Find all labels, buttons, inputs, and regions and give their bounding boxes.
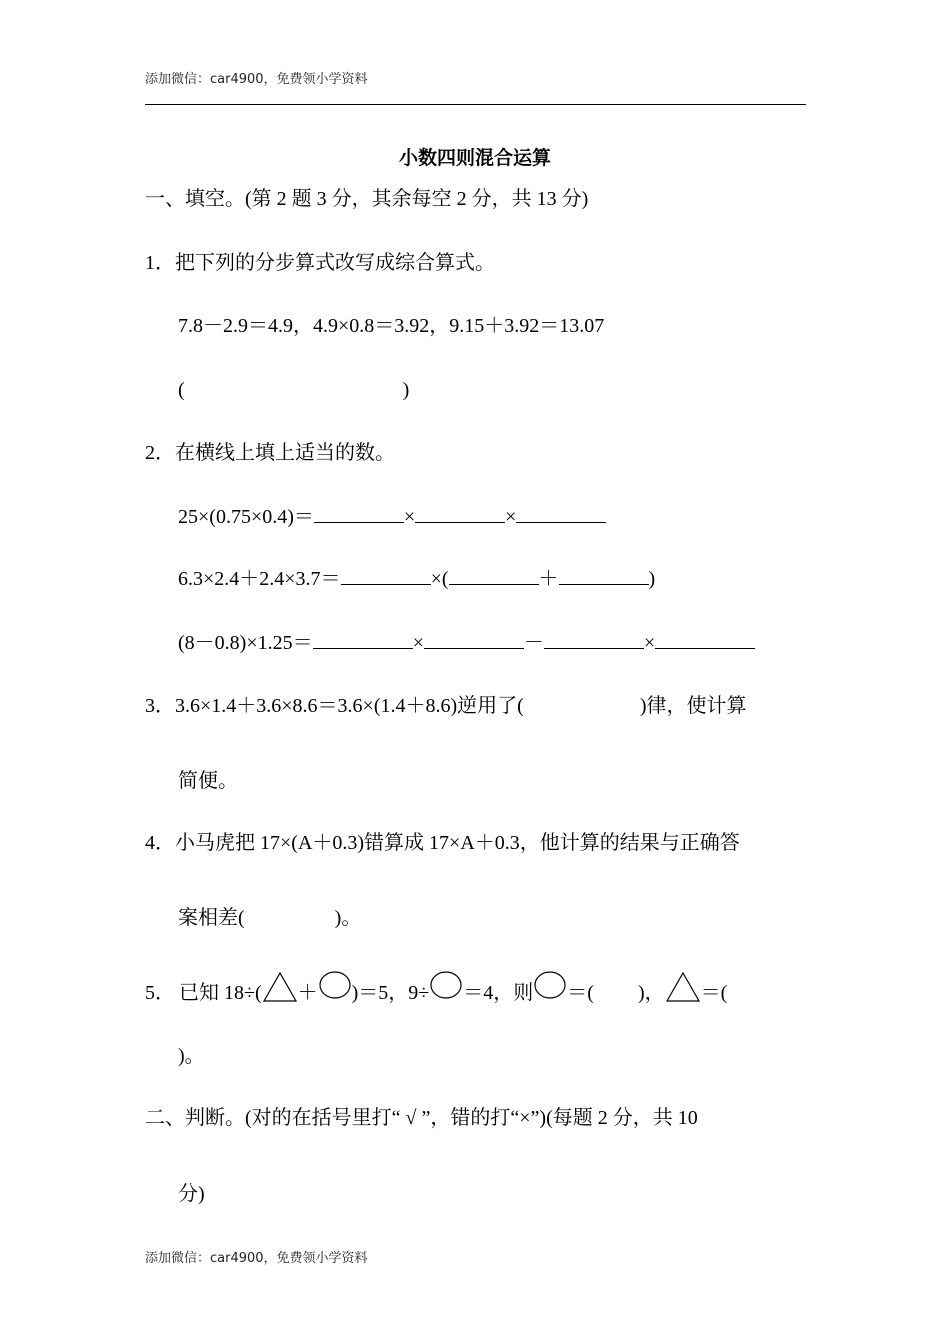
question-1-text: 把下列的分步算式改写成综合算式。	[175, 252, 495, 274]
page-footer: 添加微信：car4900，免费领小学资料	[145, 1251, 368, 1266]
paren-close: )	[402, 379, 410, 401]
question-4-text: 案相差(	[178, 907, 245, 929]
header-rule	[145, 104, 806, 105]
question-1-number: 1．	[145, 252, 175, 274]
question-2-line-3	[178, 633, 755, 653]
operator: ×	[643, 632, 656, 654]
question-1-expression: 7.8－2.9＝4.9，4.9×0.8＝3.92，9.15＋3.92＝13.07	[178, 315, 605, 337]
question-1-answer-paren	[178, 380, 409, 400]
section-2-heading: 二、判断。(对的在括号里打“ √ ”，错的打“×”)(每题 2 分，共 10	[145, 1107, 698, 1129]
triangle-icon	[665, 971, 701, 1003]
question-4-continued	[178, 908, 361, 928]
circle-icon	[318, 971, 352, 1003]
question-3-number: 3．	[145, 695, 175, 717]
triangle-icon	[262, 971, 298, 1003]
question-3-text-end: )律，使计算	[639, 695, 747, 717]
page-title: 小数四则混合运算	[398, 147, 551, 169]
question-4-text-end: )。	[334, 907, 362, 929]
section-2-heading-continued: 分)	[178, 1183, 205, 1205]
expr-text: 已知 18÷(	[179, 982, 262, 1004]
fill-blank[interactable]	[314, 521, 404, 523]
expr-text: 25×(0.75×0.4)＝	[178, 506, 314, 528]
question-4-text: 小马虎把 17×(A＋0.3)错算成 17×A＋0.3，他计算的结果与正确答	[175, 832, 740, 854]
paren-open: (	[178, 379, 185, 401]
fill-blank[interactable]	[544, 647, 644, 649]
question-1	[145, 253, 495, 273]
question-2-line-1	[178, 507, 606, 527]
expr-text: )＝5，9÷	[351, 982, 430, 1004]
question-2-text: 在横线上填上适当的数。	[175, 442, 395, 464]
section-1-heading: 一、填空。(第 2 题 3 分，其余每空 2 分，共 13 分)	[145, 188, 589, 210]
question-2-line-2	[178, 569, 655, 589]
question-2-number: 2．	[145, 442, 175, 464]
fill-blank[interactable]	[424, 647, 524, 649]
operator: ×	[403, 506, 416, 528]
fill-blank[interactable]	[516, 521, 606, 523]
question-5-number: 5．	[145, 982, 175, 1004]
operator: ＋	[538, 568, 559, 590]
expr-text: ＝4，则	[463, 982, 534, 1004]
expr-text: )，	[637, 982, 665, 1004]
circle-icon	[429, 971, 463, 1003]
question-3-continued: 简便。	[178, 770, 238, 792]
expr-text: (8－0.8)×1.25＝	[178, 632, 313, 654]
fill-blank[interactable]	[655, 647, 755, 649]
question-5	[145, 971, 727, 1003]
question-5-continued: )。	[178, 1045, 205, 1067]
question-2	[145, 443, 395, 463]
fill-blank[interactable]	[449, 583, 539, 585]
circle-icon	[533, 971, 567, 1003]
operator: )	[648, 568, 656, 590]
operator: ×(	[430, 568, 449, 590]
fill-blank[interactable]	[313, 647, 413, 649]
operator: ×	[505, 506, 517, 528]
question-3	[145, 696, 747, 716]
page-header: 添加微信：car4900，免费领小学资料	[145, 72, 368, 87]
operator: －	[523, 632, 544, 654]
question-4	[145, 833, 740, 853]
expr-text: ＝(	[567, 982, 594, 1004]
question-4-number: 4．	[145, 832, 175, 854]
fill-blank[interactable]	[341, 583, 431, 585]
operator: ×	[412, 632, 424, 654]
fill-blank[interactable]	[415, 521, 505, 523]
fill-blank[interactable]	[559, 583, 649, 585]
expr-text: ＝(	[700, 982, 728, 1004]
operator: ＋	[297, 982, 318, 1004]
expr-text: 6.3×2.4＋2.4×3.7＝	[178, 568, 341, 590]
question-3-text: 3.6×1.4＋3.6×8.6＝3.6×(1.4＋8.6)逆用了(	[175, 695, 524, 717]
